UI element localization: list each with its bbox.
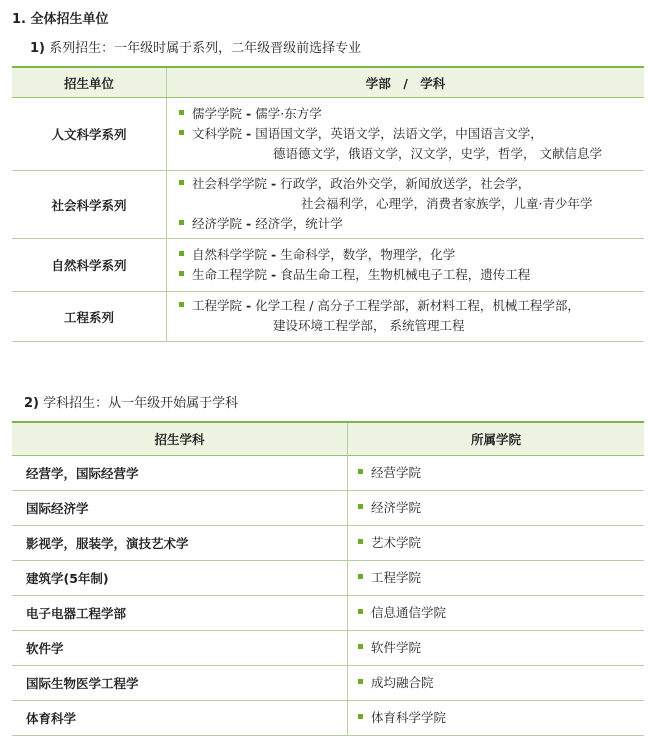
bullet-icon	[358, 644, 363, 649]
separator-dash: -	[246, 105, 252, 121]
school-name: 体育科学学院	[371, 710, 447, 725]
header-school: 所属学院	[348, 422, 645, 456]
table-row	[12, 526, 644, 561]
major-cell: 电子电器工程学部	[12, 596, 348, 631]
table-row	[12, 292, 644, 342]
bullet-icon	[358, 609, 363, 614]
major-list: 国语国文学，英语文学，法语文学，中国语言文学，	[255, 125, 543, 141]
dept-cell	[167, 239, 645, 292]
major-admission-table	[12, 421, 644, 736]
major-list: 儒学·东方学	[255, 105, 322, 121]
separator-dash: -	[246, 216, 252, 231]
list-item	[179, 265, 638, 285]
bullet-icon	[358, 539, 363, 544]
table-header-row	[12, 422, 644, 456]
section1-text: 系列招生：一年级时属于系列，二年级晋级前选择专业	[49, 41, 362, 56]
major-list: 化学工程 / 高分子工程学部，新材料工程，机械工程学部，	[255, 298, 580, 313]
bullet-icon	[179, 271, 184, 276]
school-name: 艺术学院	[371, 535, 422, 550]
unit-cell: 自然科学系列	[12, 239, 167, 292]
list-item	[179, 174, 638, 194]
school-name: 自然科学学院	[192, 246, 268, 262]
bullet-icon	[358, 574, 363, 579]
bullet-icon	[179, 180, 184, 185]
dept-cell	[167, 98, 645, 171]
major-cell: 体育科学	[12, 701, 348, 736]
unit-cell: 工程系列	[12, 292, 167, 342]
major-list-continued: 建设环境工程学部， 系统管理工程	[273, 318, 465, 333]
bullet-icon	[358, 469, 363, 474]
school-name: 工程学院	[371, 570, 422, 585]
table-row	[12, 596, 644, 631]
school-cell	[348, 456, 645, 491]
school-cell	[348, 491, 645, 526]
school-name: 成均融合院	[371, 675, 434, 690]
table-header-row	[12, 67, 644, 98]
school-cell	[348, 526, 645, 561]
table-row	[12, 239, 644, 292]
list-item	[179, 296, 638, 316]
major-list: 经济学，统计学	[255, 216, 343, 231]
list-item	[358, 533, 643, 553]
list-item	[358, 603, 643, 623]
section2-text: 学科招生：从一年级开始属于学科	[43, 396, 239, 411]
bullet-icon	[179, 251, 184, 256]
major-cell: 软件学	[12, 631, 348, 666]
bullet-icon	[179, 110, 184, 115]
unit-cell: 人文科学系列	[12, 98, 167, 171]
school-name: 生命工程学院	[192, 266, 268, 282]
school-name: 软件学院	[371, 640, 422, 655]
major-list: 行政学，政治外交学，新闻放送学，社会学，	[280, 176, 531, 191]
major-list: 生命科学，数学，物理学，化学	[280, 246, 456, 262]
school-cell	[348, 596, 645, 631]
school-name: 经营学院	[371, 465, 422, 480]
list-item	[179, 214, 638, 234]
list-item	[358, 708, 643, 728]
header-dept: 学部 / 学科	[167, 67, 645, 98]
list-item	[179, 245, 638, 265]
bullet-icon	[358, 679, 363, 684]
table-row	[12, 631, 644, 666]
major-list: 食品生命工程，生物机械电子工程，遗传工程	[280, 266, 531, 282]
school-name: 儒学学院	[192, 105, 243, 121]
table-row	[12, 98, 644, 171]
section2-subtitle	[24, 392, 238, 411]
dept-cell	[167, 171, 645, 239]
separator-dash: -	[271, 246, 277, 262]
section2-number: 2)	[24, 396, 39, 411]
school-cell	[348, 701, 645, 736]
header-unit: 招生单位	[12, 67, 167, 98]
list-item	[179, 124, 638, 144]
table-row	[12, 456, 644, 491]
separator-dash: -	[271, 266, 277, 282]
list-item	[358, 463, 643, 483]
bullet-icon	[358, 714, 363, 719]
major-cell: 建筑学(5年制)	[12, 561, 348, 596]
table-row	[12, 171, 644, 239]
school-name: 工程学院	[192, 298, 243, 313]
bullet-icon	[179, 220, 184, 225]
section-heading: 1. 全体招生单位	[12, 12, 109, 27]
section1-subtitle	[30, 37, 361, 56]
series-admission-table	[12, 66, 644, 342]
school-name: 经济学院	[192, 216, 243, 231]
major-cell: 影视学，服装学，演技艺术学	[12, 526, 348, 561]
separator-dash: -	[246, 298, 252, 313]
section1-number: 1)	[30, 41, 45, 56]
school-name: 文科学院	[192, 125, 243, 141]
bullet-icon	[179, 302, 184, 307]
bullet-icon	[358, 504, 363, 509]
dept-cell	[167, 292, 645, 342]
unit-cell: 社会科学系列	[12, 171, 167, 239]
school-cell	[348, 631, 645, 666]
table-row	[12, 701, 644, 736]
bullet-icon	[179, 130, 184, 135]
list-item	[358, 638, 643, 658]
major-list-continued: 社会福利学，心理学，消费者家族学，儿童·青少年学	[301, 196, 593, 211]
list-item	[358, 498, 643, 518]
school-cell	[348, 666, 645, 701]
major-cell: 经营学，国际经营学	[12, 456, 348, 491]
major-list-continued: 德语德文学，俄语文学，汉文学，史学，哲学， 文献信息学	[273, 145, 602, 161]
major-cell: 国际经济学	[12, 491, 348, 526]
table-row	[12, 666, 644, 701]
school-name: 社会科学学院	[192, 176, 268, 191]
list-item	[358, 568, 643, 588]
school-name: 经济学院	[371, 500, 422, 515]
school-name: 信息通信学院	[371, 605, 447, 620]
list-item	[179, 104, 638, 124]
separator-dash: -	[246, 125, 252, 141]
major-cell: 国际生物医学工程学	[12, 666, 348, 701]
table-row	[12, 491, 644, 526]
table-row	[12, 561, 644, 596]
header-major: 招生学科	[12, 422, 348, 456]
list-item	[358, 673, 643, 693]
school-cell	[348, 561, 645, 596]
separator-dash: -	[271, 176, 277, 191]
